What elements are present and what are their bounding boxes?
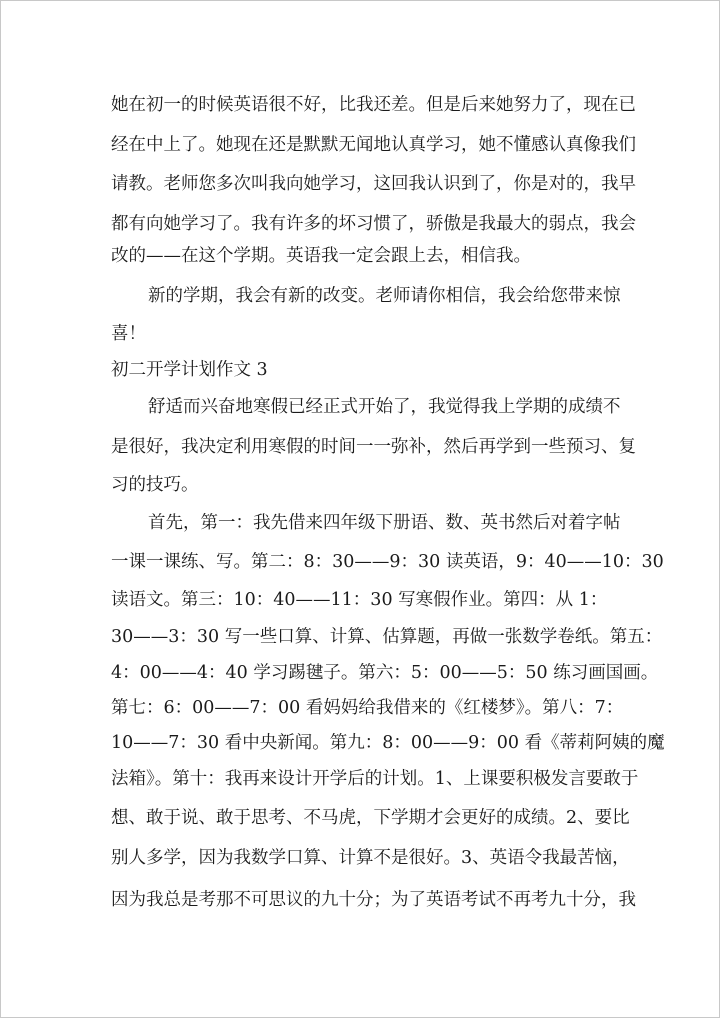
text-line: 经在中上了。她现在还是默默无闻地认真学习，她不懂感认真像我们 [111,135,636,155]
text-line: 想、敢于说、敢于思考、不马虎，下学期才会更好的成绩。2、要比 [111,808,630,828]
text-line: 第七：6：00——7：00 看妈妈给我借来的《红楼梦》。第八：7： [111,698,624,718]
text-line: 喜！ [111,324,146,344]
text-line: 4：00——4：40 学习踢毽子。第六：5：00——5：50 练习画国画。 [111,663,659,683]
text-line: 都有向她学习了。我有许多的坏习惯了，骄傲是我最大的弱点，我会 [111,214,636,234]
text-line: 别人多学，因为我数学口算、计算不是很好。3、英语令我最苦恼， [111,848,630,868]
text-line: 30——3：30 写一些口算、计算、估算题，再做一张数学卷纸。第五： [111,627,663,647]
text-line: 10——7：30 看中央新闻。第九：8：00——9：00 看《蒂莉阿姨的魔 [111,733,665,753]
text-line: 舒适而兴奋地寒假已经正式开始了，我觉得我上学期的成绩不 [148,397,621,417]
text-line: 首先，第一：我先借来四年级下册语、数、英书然后对着字帖 [148,513,621,533]
text-line: 新的学期，我会有新的改变。老师请你相信，我会给您带来惊 [148,286,621,306]
text-line: 法箱》。第十：我再来设计开学后的计划。1、上课要积极发言要敢于 [111,769,639,789]
text-line: 是很好，我决定利用寒假的时间一一弥补，然后再学到一些预习、复 [111,437,636,457]
text-line: 请教。老师您多次叫我向她学习，这回我认识到了，你是对的，我早 [111,174,636,194]
text-line: 读语文。第三：10：40——11：30 写寒假作业。第四：从 1： [111,590,608,610]
text-line: 她在初一的时候英语很不好，比我还差。但是后来她努力了，现在已 [111,95,636,115]
section-heading: 初二开学计划作文 3 [111,360,268,380]
text-line: 习的技巧。 [111,475,199,495]
text-line: 改的——在这个学期。英语我一定会跟上去，相信我。 [111,246,531,266]
text-line: 因为我总是考那不可思议的九十分；为了英语考试不再考九十分，我 [111,890,636,910]
text-line: 一课一课练、写。第二：8：30——9：30 读英语，9：40——10：30 [111,552,664,572]
